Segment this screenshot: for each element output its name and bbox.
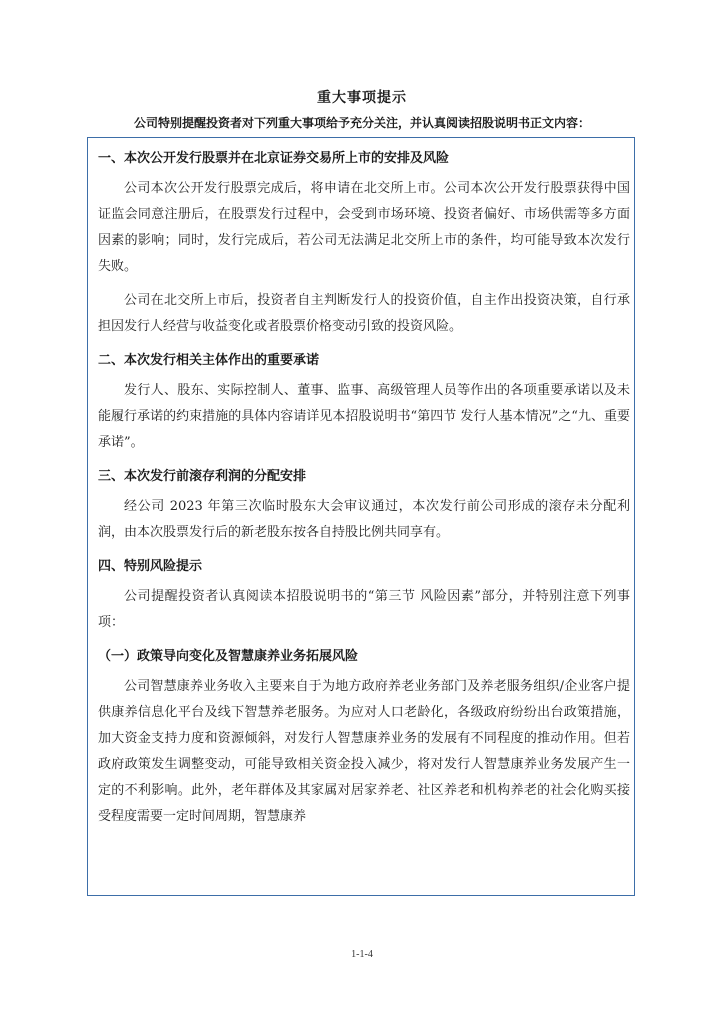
document-subtitle: 公司特别提醒投资者对下列重大事项给予充分关注，并认真阅读招股说明书正文内容： xyxy=(133,116,590,130)
content-frame xyxy=(87,137,635,896)
document-title: 重大事项提示 xyxy=(317,90,407,106)
section-3-paragraph-1: 经公司 2023 年第三次临时股东大会审议通过，本次发行前公司形成的滚存未分配利润，由本次股票发行后的新老股东按各自持股比例共同享有。 xyxy=(98,499,630,540)
section-heading-4: 四、特别风险提示 xyxy=(98,559,203,574)
section-heading-2: 二、本次发行相关主体作出的重要承诺 xyxy=(98,353,320,368)
section-heading-3: 三、本次发行前滚存利润的分配安排 xyxy=(98,469,307,484)
subsection-1-paragraph-1: 公司智慧康养业务收入主要来自于为地方政府养老业务部门及养老服务组织/企业客户提供康养信息化平台及线下智慧养老服务。为应对人口老龄化，各级政府纷纷出台政策措施，加大资金支持力度和资源倾斜，对发行人智慧康养业务的发展有不同程度的推动作用。但若政府政策发生调整变动，可能导致相关资金投入减少，将对发行人智慧康养业务发展产生一定的不利影响。此外，老年群体及其家属对居家养老、社区养老和机构养老的社会化购买接受程度需要一定时间周期，智慧康养 xyxy=(98,679,630,824)
subsection-heading-1: （一）政策导向变化及智慧康养业务拓展风险 xyxy=(98,649,359,664)
section-1-paragraph-2: 公司在北交所上市后，投资者自主判断发行人的投资价值，自主作出投资决策，自行承担因发行人经营与收益变化或者股票价格变动引致的投资风险。 xyxy=(98,293,630,334)
section-2-paragraph-1: 发行人、股东、实际控制人、董事、监事、高级管理人员等作出的各项重要承诺以及未能履行承诺的约束措施的具体内容请详见本招股说明书“第四节 发行人基本情况”之“九、重要承诺”。 xyxy=(98,383,630,450)
section-4-paragraph-1: 公司提醒投资者认真阅读本招股说明书的“第三节 风险因素”部分，并特别注意下列事项： xyxy=(98,589,630,630)
section-1-paragraph-1: 公司本次公开发行股票完成后，将申请在北交所上市。公司本次公开发行股票获得中国证监会同意注册后，在股票发行过程中，会受到市场环境、投资者偏好、市场供需等多方面因素的影响；同时，发行完成后，若公司无法满足北交所上市的条件，均可能导致本次发行失败。 xyxy=(98,181,630,274)
section-heading-1: 一、本次公开发行股票并在北京证券交易所上市的安排及风险 xyxy=(98,151,450,166)
content-body xyxy=(98,150,630,830)
page-number: 1-1-4 xyxy=(351,949,373,960)
